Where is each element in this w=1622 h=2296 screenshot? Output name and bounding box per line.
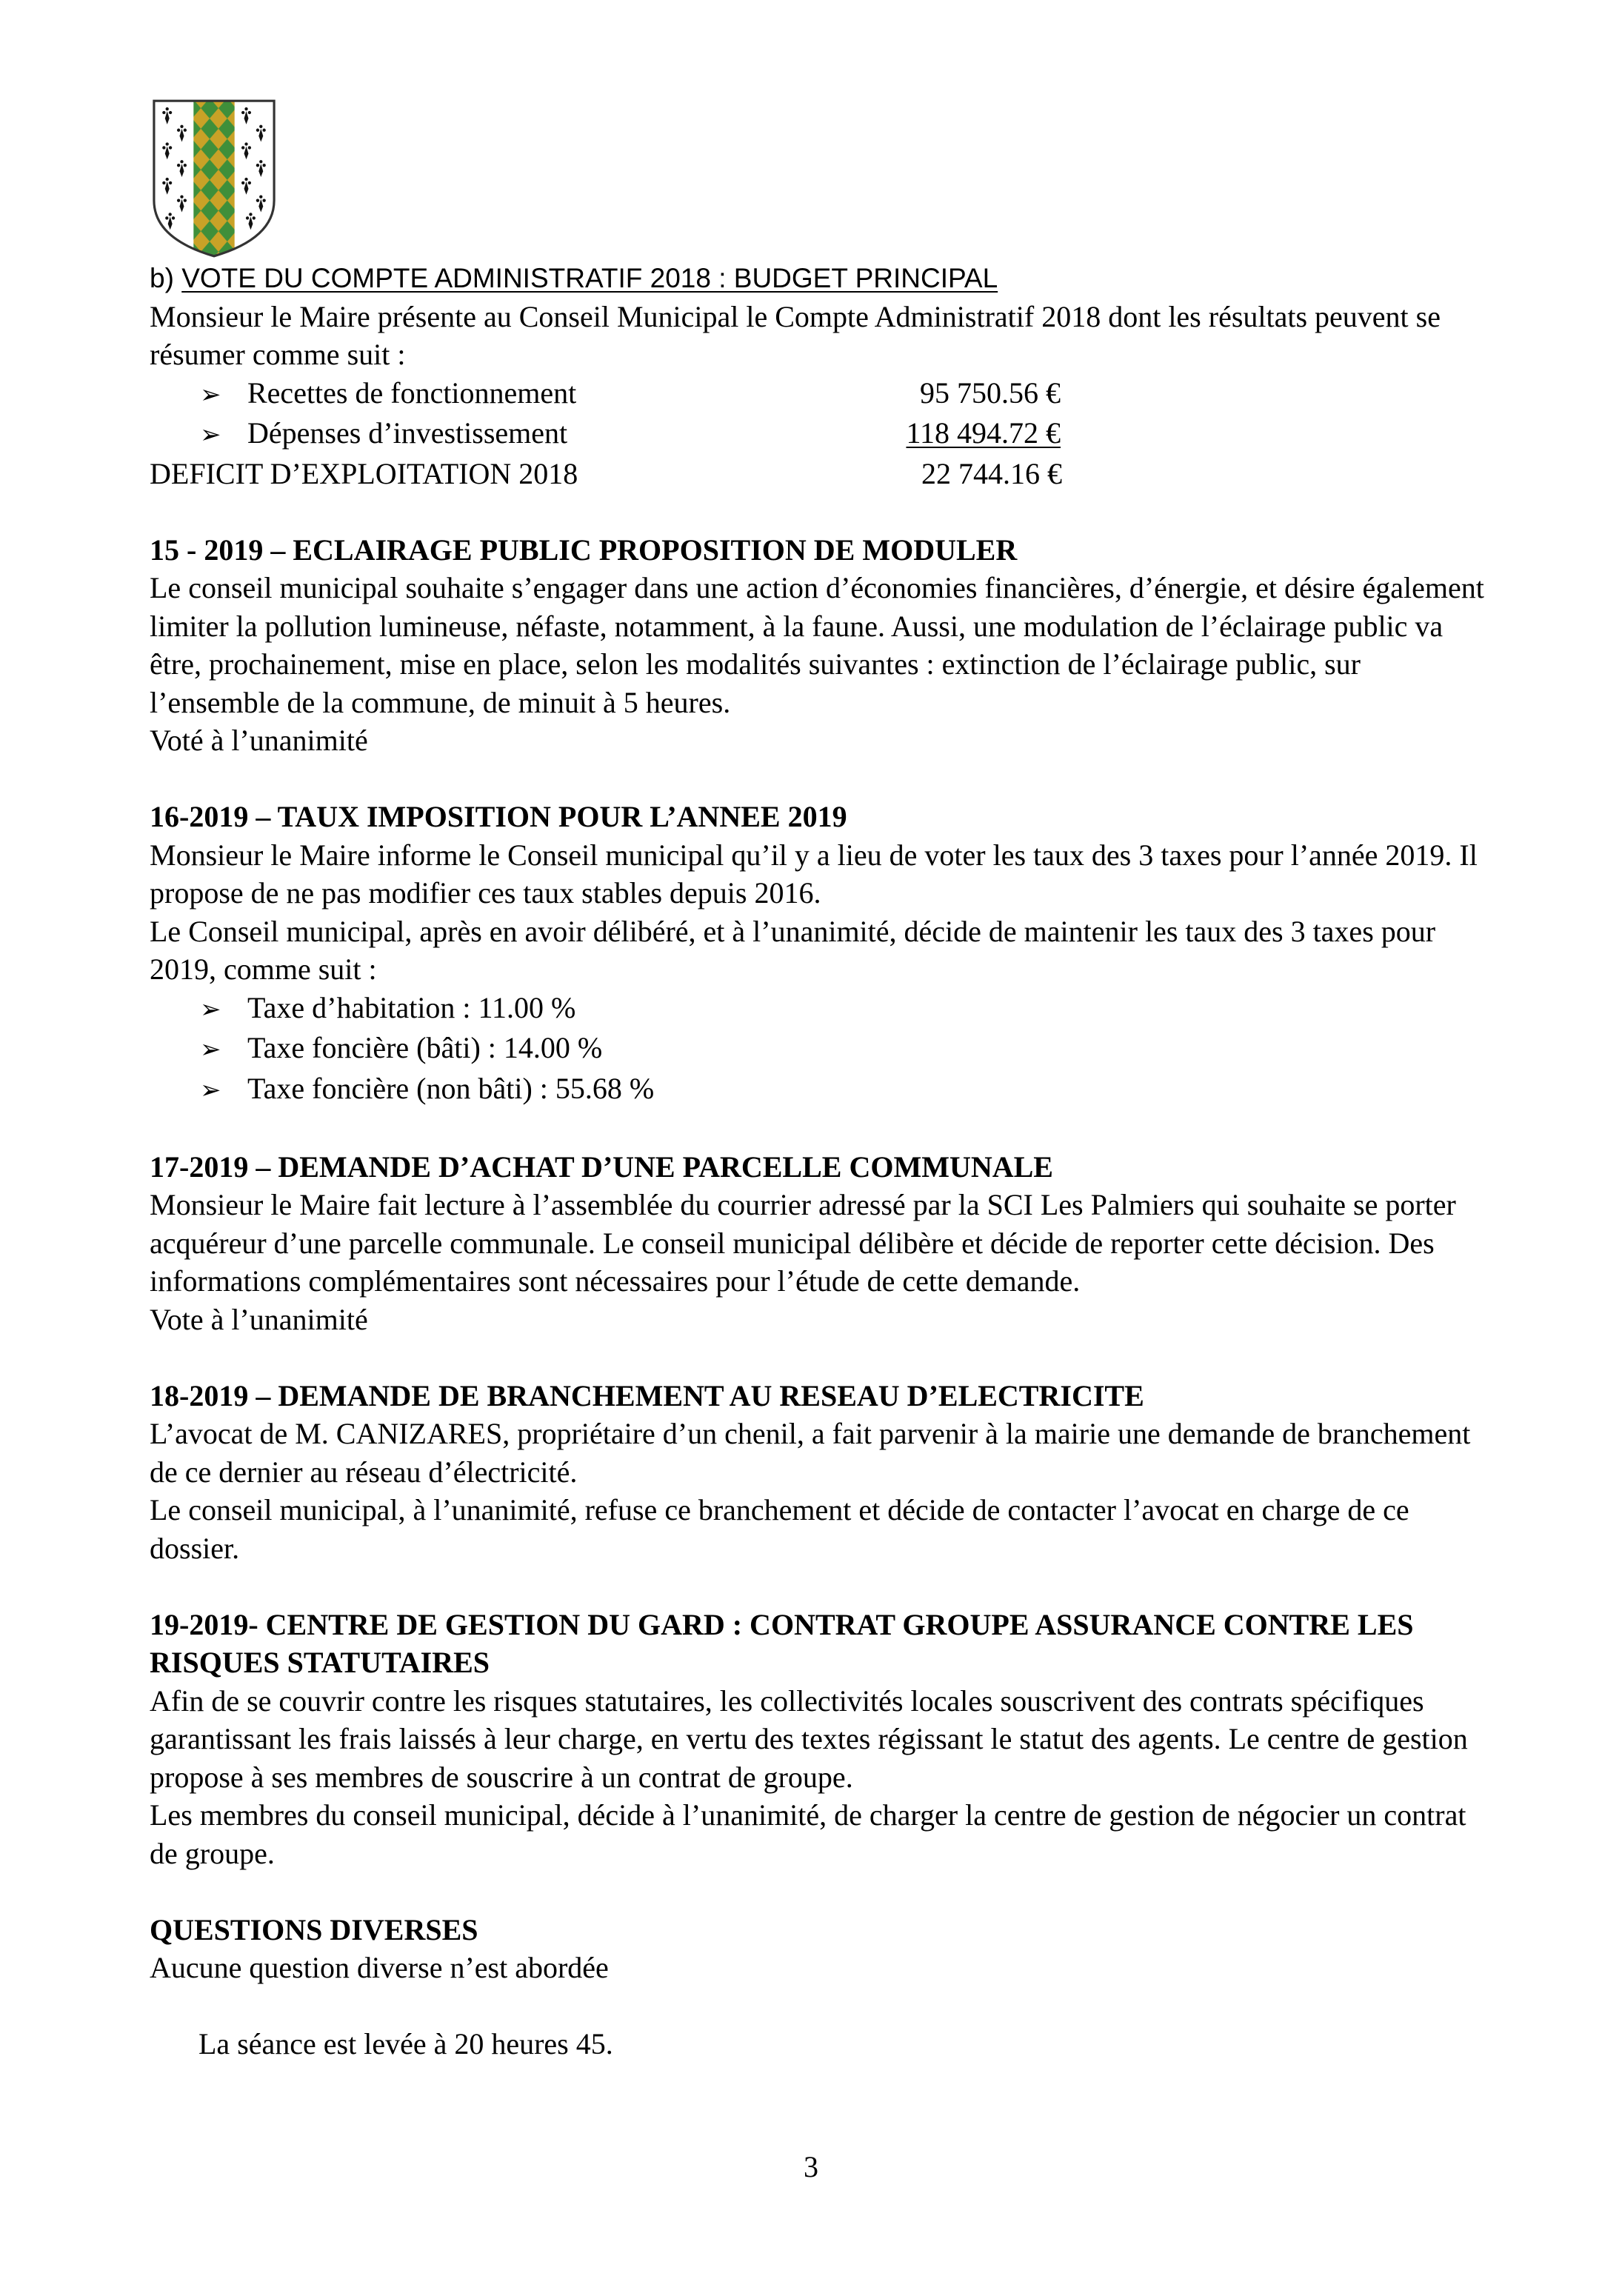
list-item: ➢ Taxe d’habitation : 11.00 % <box>150 989 1498 1029</box>
section-title: 19-2019- CENTRE DE GESTION DU GARD : CONTRAT GROUPE ASSURANCE CONTRE LES RISQUES STATUTAIRES <box>150 1607 1414 1679</box>
arrowhead-bullet-icon: ➢ <box>200 1035 221 1064</box>
arrowhead-bullet-icon: ➢ <box>200 994 221 1024</box>
closing-statement: La séance est levée à 20 heures 45. <box>198 2027 613 2060</box>
paragraph: Vote à l’unanimité <box>150 1302 368 1336</box>
paragraph: Voté à l’unanimité <box>150 724 368 757</box>
paragraph: Aucune question diverse n’est abordée <box>150 1951 609 1984</box>
budget-total: DEFICIT D’EXPLOITATION 2018 22 744.16 € <box>150 456 1062 490</box>
coat-of-arms-icon <box>148 98 280 259</box>
document-body <box>150 259 1498 2063</box>
section-title: 18-2019 – DEMANDE DE BRANCHEMENT AU RESEAU D’ELECTRICITE <box>150 1378 1144 1412</box>
arrowhead-bullet-icon: ➢ <box>200 1075 221 1105</box>
budget-line: ➢ Recettes de fonctionnement 95 750.56 € <box>150 374 1498 415</box>
paragraph: Le conseil municipal souhaite s’engager dans une action d’économies financières, d’énergie, et désire également limiter la pollution lumineuse, néfaste, notamment, à la faune. Aussi, une modulation de l’éclairage public va être, prochainement, mise en place, selon les modalités suivantes : extinction de l’éclairage public, sur l’ensemble de la commune, de minuit à 5 heures. <box>150 571 1484 719</box>
arrowhead-bullet-icon: ➢ <box>200 420 221 450</box>
paragraph: Les membres du conseil municipal, décide à l’unanimité, de charger la centre de gestion de négocier un contrat de groupe. <box>150 1798 1466 1870</box>
section-title: 16-2019 – TAUX IMPOSITION POUR L’ANNEE 2019 <box>150 800 847 833</box>
section-b-heading: b) VOTE DU COMPTE ADMINISTRATIF 2018 : BUDGET PRINCIPAL <box>150 263 998 293</box>
paragraph: Le Conseil municipal, après en avoir délibéré, et à l’unanimité, décide de maintenir les taux des 3 taxes pour 2019, comme suit : <box>150 914 1436 986</box>
budget-line: ➢ Dépenses d’investissement 118 494.72 € <box>150 414 1498 455</box>
section-title: QUESTIONS DIVERSES <box>150 1912 478 1946</box>
paragraph: Monsieur le Maire fait lecture à l’assemblée du courrier adressé par la SCI Les Palmiers qui souhaite se porter acquéreur d’une parcelle communale. Le conseil municipal délibère et décide de reporter cette décision. Des informations complémentaires sont nécessaires pour l’étude de cette demande. <box>150 1188 1456 1298</box>
section-title: 17-2019 – DEMANDE D’ACHAT D’UNE PARCELLE COMMUNALE <box>150 1149 1053 1184</box>
paragraph: L’avocat de M. CANIZARES, propriétaire d’un chenil, a fait parvenir à la mairie une demande de branchement de ce dernier au réseau d’électricité. <box>150 1417 1471 1489</box>
section-b-intro: Monsieur le Maire présente au Conseil Municipal le Compte Administratif 2018 dont les résultats peuvent se résumer comme suit : <box>150 299 1441 371</box>
arrowhead-bullet-icon: ➢ <box>200 379 221 410</box>
section-title: 15 - 2019 – ECLAIRAGE PUBLIC PROPOSITION DE MODULER <box>150 533 1018 567</box>
paragraph: Monsieur le Maire informe le Conseil municipal qu’il y a lieu de voter les taux des 3 taxes pour l’année 2019. Il propose de ne pas modifier ces taux stables depuis 2016. <box>150 838 1478 910</box>
list-item: ➢ Taxe foncière (non bâti) : 55.68 % <box>150 1069 1498 1110</box>
list-item: ➢ Taxe foncière (bâti) : 14.00 % <box>150 1029 1498 1069</box>
paragraph: Afin de se couvrir contre les risques statutaires, les collectivités locales souscrivent des contrats spécifiques garantissant les frais laissés à leur charge, en vertu des textes régissant le statut des agents. Le centre de gestion propose à ses membres de souscrire à un contrat de groupe. <box>150 1683 1468 1794</box>
page-number: 3 <box>804 2150 818 2183</box>
paragraph: Le conseil municipal, à l’unanimité, refuse ce branchement et décide de contacter l’avocat en charge de ce dossier. <box>150 1493 1409 1565</box>
